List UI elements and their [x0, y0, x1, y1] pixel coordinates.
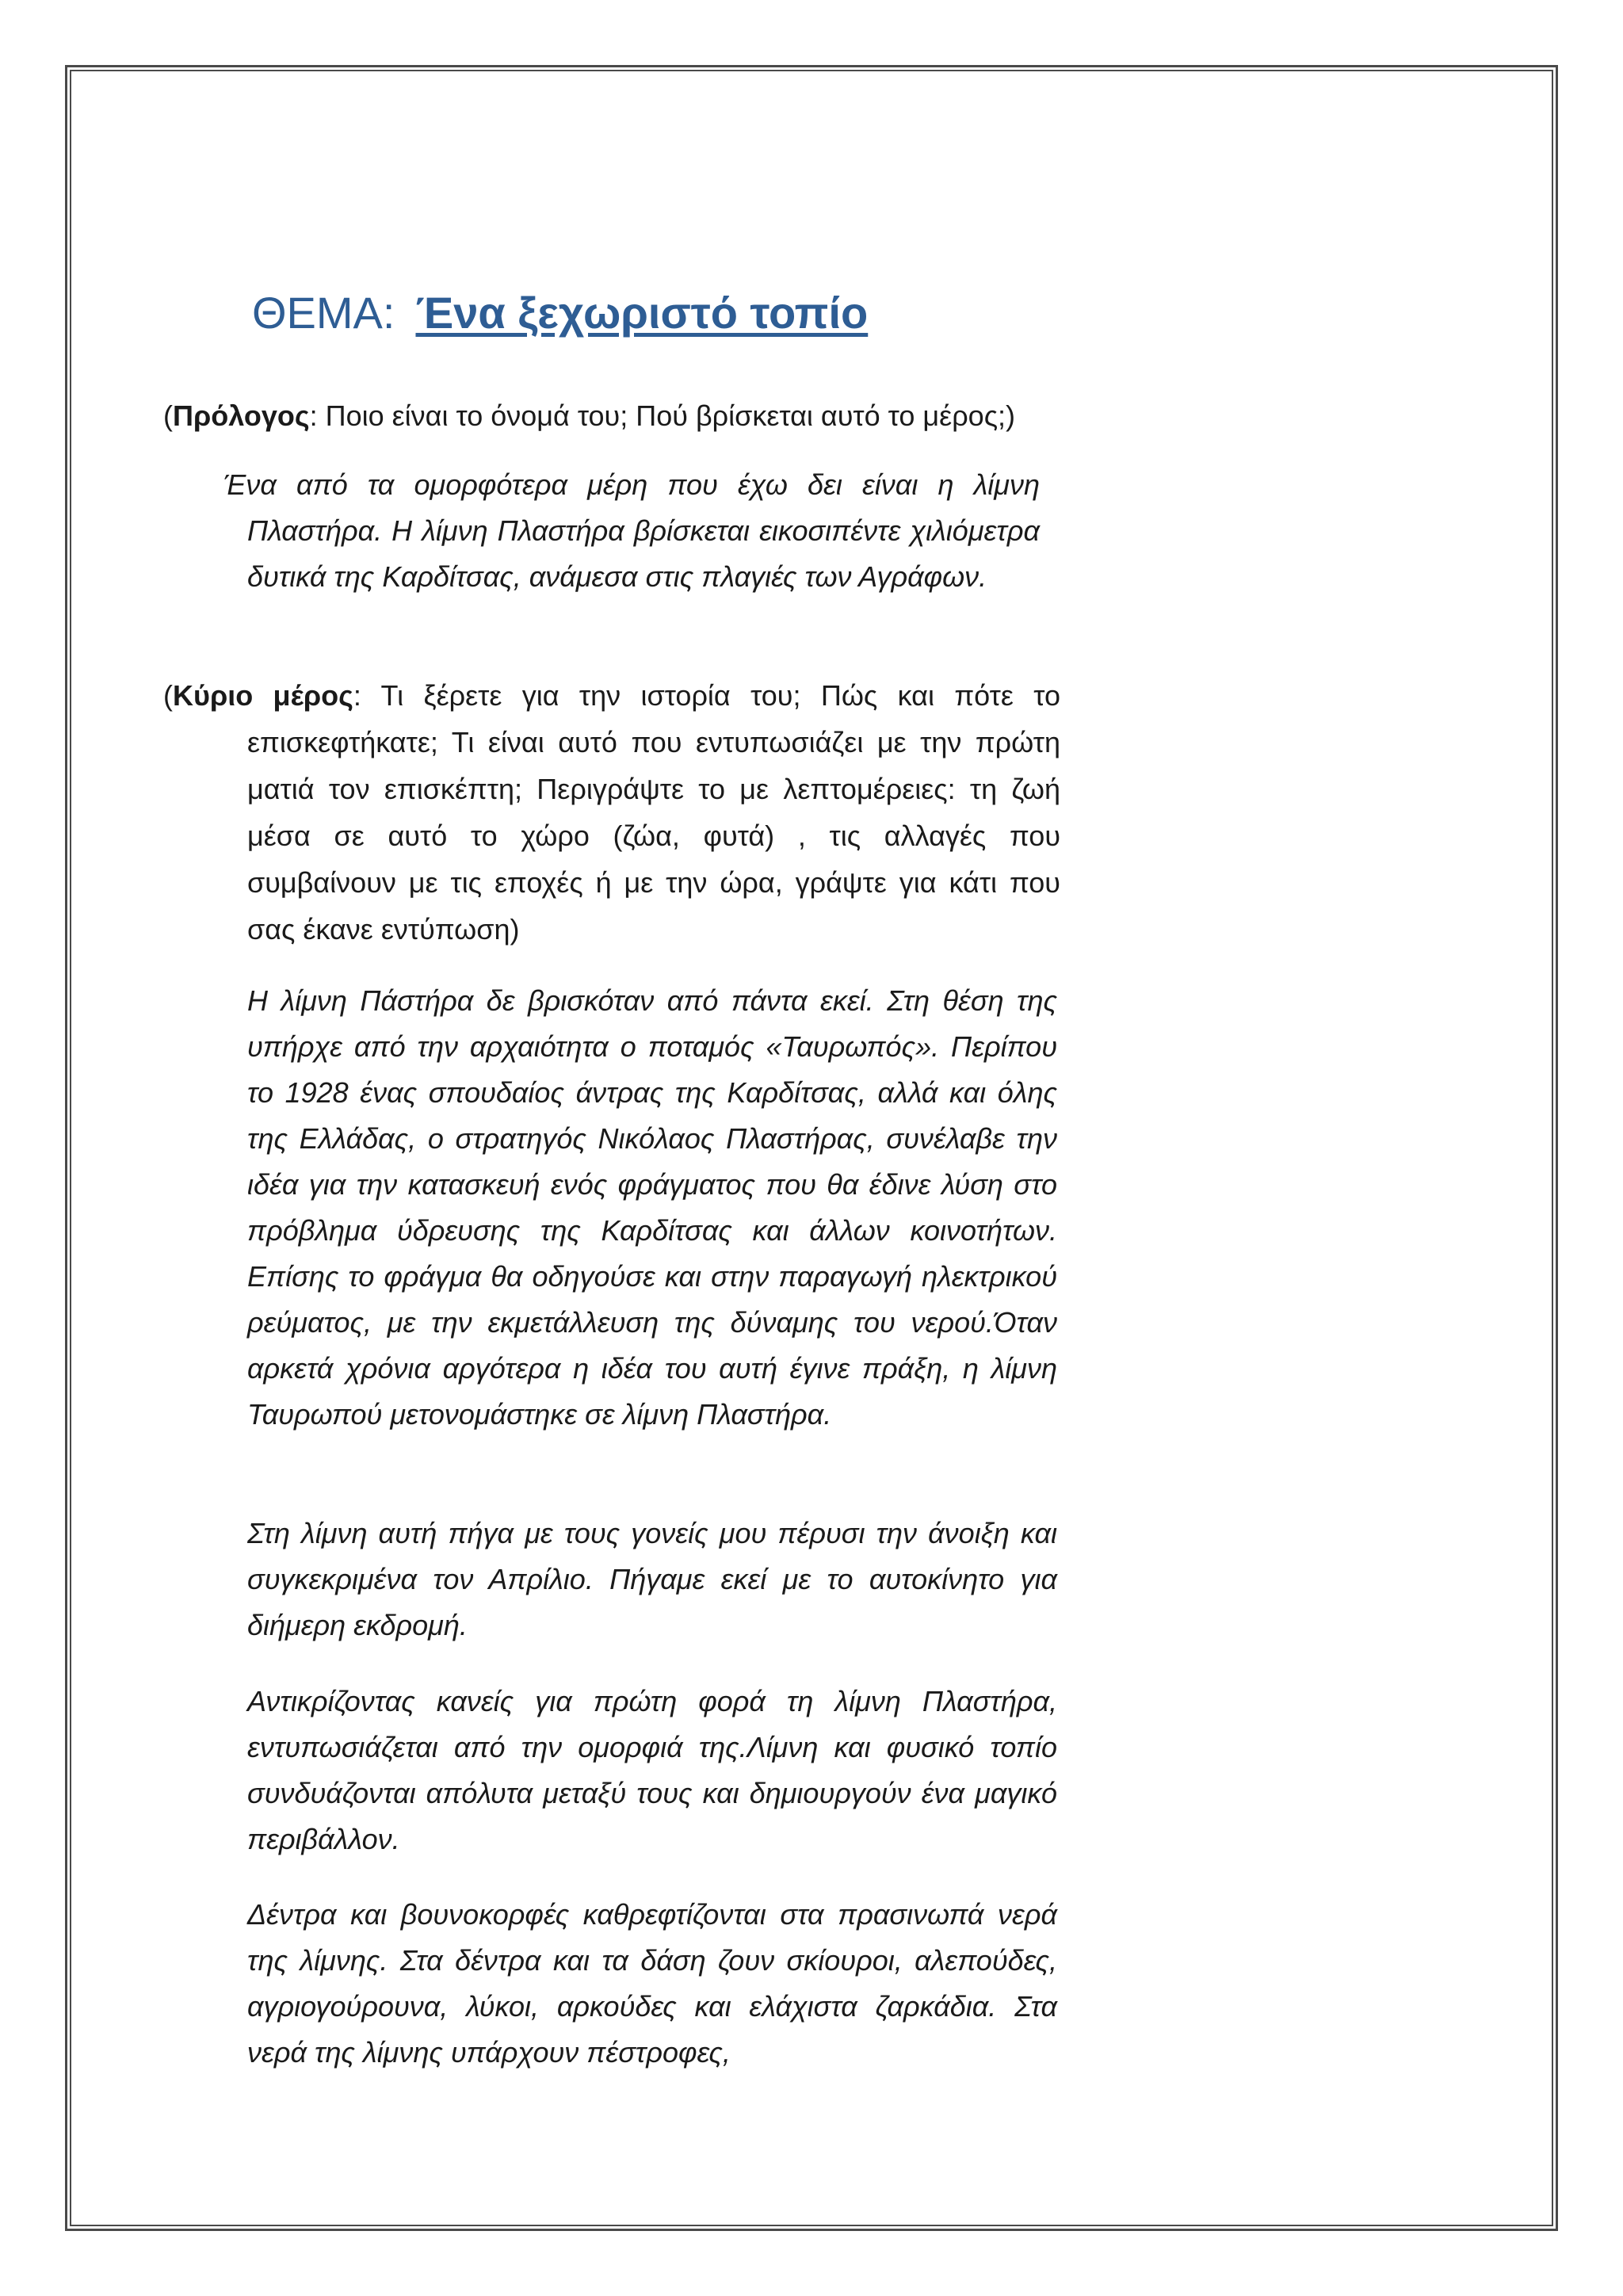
- prologue-heading: Πρόλογος: [173, 399, 310, 432]
- main-question: : Τι ξέρετε για την ιστορία του; Πώς και πότε το επισκεφτήκατε; Τι είναι αυτό που εντυπωσιάζει με την πρώτη ματιά τον επισκέπτη; Περιγράψτε το με λεπτομέρειες: τη ζωή μέσα σε αυτό το χώρο (ζώα, φυτά) , τις αλλαγές που συμβαίνουν με τις εποχές ή με την ώρα, γράψτε για κάτι που σας έκανε εντύπωση): [247, 679, 1061, 946]
- prologue-prompt: [163, 392, 1098, 439]
- prologue-open-paren: (: [163, 399, 173, 432]
- main-body-prompt: [163, 672, 1061, 953]
- main-open-paren: (: [163, 679, 173, 712]
- title-label: ΘΕΜΑ:: [252, 288, 395, 338]
- prologue-answer: Ένα από τα ομορφότερα μέρη που έχω δει είναι η λίμνη Πλαστήρα. Η λίμνη Πλαστήρα βρίσκεται εικοσιπέντε χιλιόμετρα δυτικά της Καρδίτσας, ανάμεσα στις πλαγιές των Αγράφων.: [223, 468, 1040, 593]
- main-heading: Κύριο μέρος: [173, 679, 353, 712]
- first-impression-paragraph: Αντικρίζοντας κανείς για πρώτη φορά τη λίμνη Πλαστήρα, εντυπωσιάζεται από την ομορφιά της.Λίμνη και φυσικό τοπίο συνδυάζονται απόλυτα μεταξύ τους και δημιουργούν ένα μαγικό περιβάλλον.: [247, 1685, 1057, 1855]
- history-paragraph: Η λίμνη Πάστήρα δε βρισκόταν από πάντα εκεί. Στη θέση της υπήρχε από την αρχαιότητα ο ποταμός «Ταυρωπός». Περίπου το 1928 ένας σπουδαίος άντρας της Καρδίτσας, αλλά και όλης της Ελλάδας, ο στρατηγός Νικόλαος Πλαστήρας, συνέλαβε την ιδέα για την κατασκευή ενός φράγματος που θα έδινε λύση στο πρόβλημα ύδρευσης της Καρδίτσας και άλλων κοινοτήτων. Επίσης το φράγμα θα οδηγούσε και στην παραγωγή ηλεκτρικού ρεύματος, με την εκμετάλλευση της δύναμης του νερού.Όταν αρκετά χρόνια αργότερα η ιδέα του αυτή έγινε πράξη, η λίμνη Ταυρωπού μετονομάστηκε σε λίμνη Πλαστήρα.: [247, 984, 1057, 1431]
- page-title: [252, 287, 868, 338]
- wildlife-paragraph: Δέντρα και βουνοκορφές καθρεφτίζονται στα πρασινωπά νερά της λίμνης. Στα δέντρα και τα δάση ζουν σκίουροι, αλεπούδες, αγριογούρουνα, λύκοι, αρκούδες και ελάχιστα ζαρκάδια. Στα νερά της λίμνης υπάρχουν πέστροφες,: [247, 1898, 1057, 2069]
- prologue-question: : Ποιο είναι το όνομά του; Πού βρίσκεται αυτό το μέρος;): [309, 399, 1016, 432]
- visit-paragraph: Στη λίμνη αυτή πήγα με τους γονείς μου πέρυσι την άνοιξη και συγκεκριμένα τον Απρίλιο. Πήγαμε εκεί με το αυτοκίνητο για διήμερη εκδρομή.: [247, 1517, 1057, 1641]
- title-topic: Ένα ξεχωριστό τοπίο: [415, 288, 869, 338]
